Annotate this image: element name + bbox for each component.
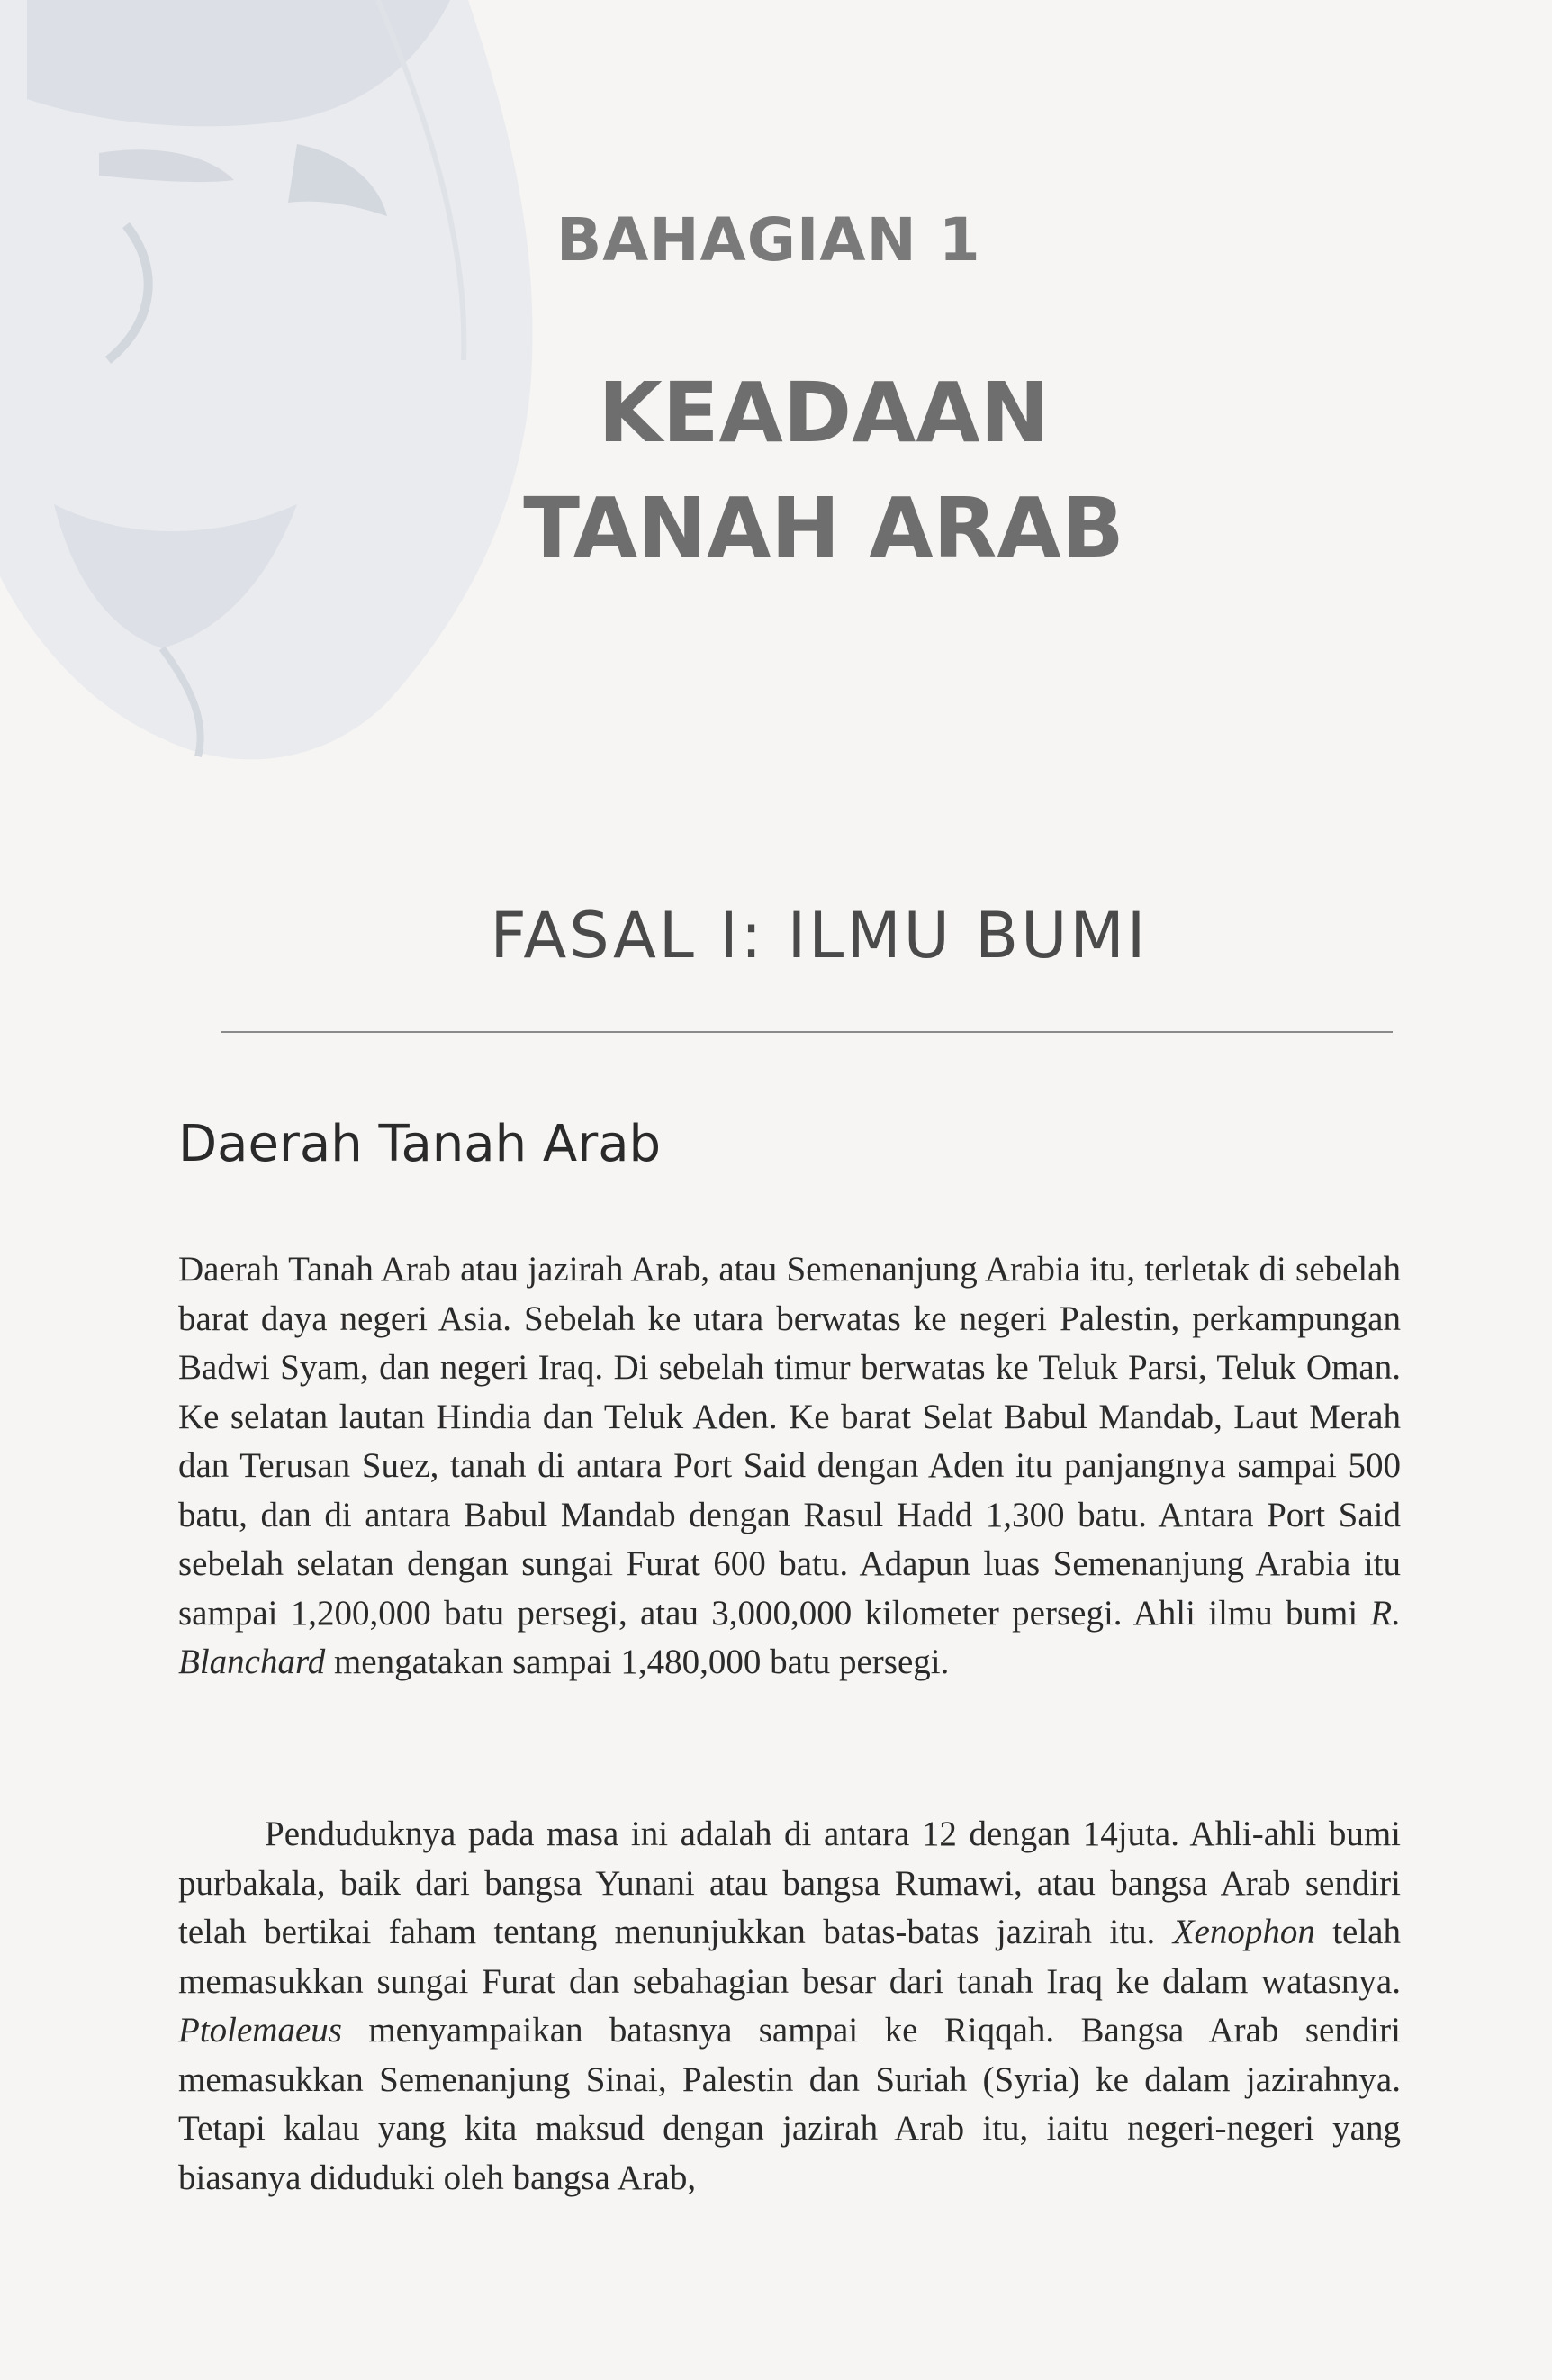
body-paragraph-2: [178, 1810, 1401, 2203]
paragraph1-text-b: mengatakan sampai 1,480,000 batu persegi.: [325, 1642, 950, 1681]
paragraph1-italic-name: R. Blanchard: [178, 1593, 1401, 1681]
chapter-title: FASAL I: ILMU BUMI: [490, 899, 1149, 973]
paragraph2-text-b: telah memasukkan sungai Furat dan sebahagian besar dari tanah Iraq ke dalam watasnya.: [178, 1913, 1401, 2001]
paragraph2-text-a: Penduduknya pada masa ini adalah di antara 12 dengan 14juta. Ahli-ahli bumi purbakala, baik dari bangsa Yunani atau bangsa Rumawi, atau bangsa Arab sendiri telah bertikai faham tentang menunjukkan batas-batas jazirah itu.: [178, 1814, 1401, 1951]
part-label: BAHAGIAN 1: [556, 205, 981, 275]
part-title-line2: TANAH ARAB: [523, 480, 1124, 576]
divider-rule: [221, 1031, 1393, 1033]
paragraph2-text-c: menyampaikan batasnya sampai ke Riqqah. Bangsa Arab sendiri memasukkan Semenanjung Sinai, Palestin dan Suriah (Syria) ke dalam jazirahnya. Tetapi kalau yang kita maksud dengan jazirah Arab itu, iaitu negeri-negeri yang biasanya diduduki oleh bangsa Arab,: [178, 2011, 1401, 2197]
paragraph2-italic-name1: Xenophon: [1172, 1913, 1315, 1951]
part-title-line1: KEADAAN: [598, 365, 1050, 461]
body-paragraph-1: [178, 1245, 1401, 1688]
section-heading: Daerah Tanah Arab: [178, 1115, 662, 1173]
part-title: [509, 356, 1139, 586]
paragraph1-text-a: Daerah Tanah Arab atau jazirah Arab, atau Semenanjung Arabia itu, terletak di sebelah barat daya negeri Asia. Sebelah ke utara berwatas ke negeri Palestin, perkampungan Badwi Syam, dan negeri Iraq. Di sebelah timur berwatas ke Teluk Parsi, Teluk Oman. Ke selatan lautan Hindia dan Teluk Aden. Ke barat Selat Babul Mandab, Laut Merah dan Terusan Suez, tanah di antara Port Said dengan Aden itu panjangnya sampai 500 batu, dan di antara Babul Mandab dengan Rasul Hadd 1,300 batu. Antara Port Said sebelah selatan dengan sungai Furat 600 batu. Adapun luas Semenanjung Arabia itu sampai 1,200,000 batu persegi, atau 3,000,000 kilometer persegi. Ahli ilmu bumi: [178, 1250, 1401, 1633]
paragraph2-italic-name2: Ptolemaeus: [178, 2011, 342, 2050]
